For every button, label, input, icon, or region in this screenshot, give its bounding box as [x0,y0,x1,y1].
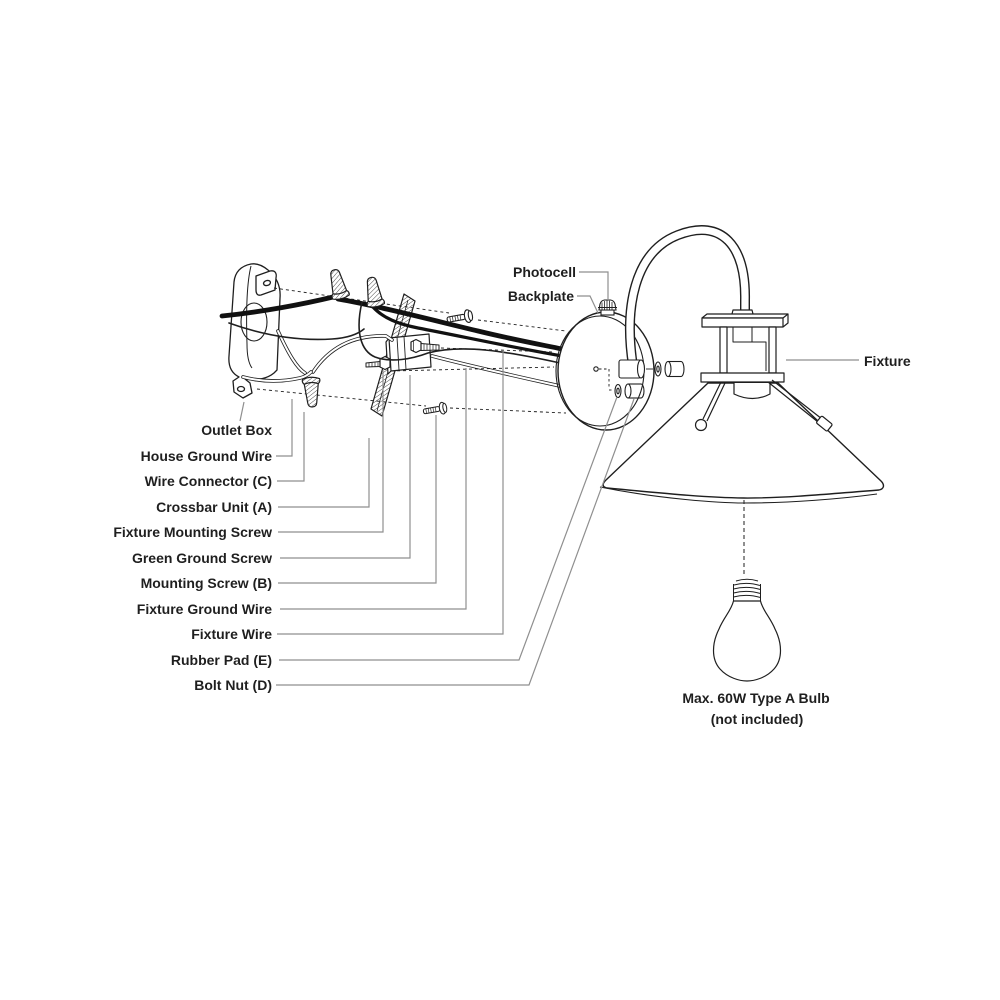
label-photocell: Photocell [512,264,576,280]
label-fixture: Fixture [864,353,911,369]
leader-outlet-box [240,402,244,421]
leader-backplate [577,296,598,313]
label-bulb-note-line1: Max. 60W Type A Bulb [682,690,830,706]
label-fixture-ground-wire: Fixture Ground Wire [136,601,272,617]
leader-house-ground-wire [276,399,292,456]
label-fixture-wire: Fixture Wire [191,626,272,642]
label-bolt-nut-d: Bolt Nut (D) [194,677,272,693]
label-mounting-screw-b: Mounting Screw (B) [140,575,272,591]
label-backplate: Backplate [507,288,574,304]
bulb-drawing [714,500,781,681]
leader-photocell [579,272,608,299]
leader-fixture-mounting-screw [278,370,383,532]
label-rubber-pad-e: Rubber Pad (E) [170,652,272,668]
leader-bolt-nut [276,399,634,685]
bolt-nut-upper [665,362,684,377]
bulb-threads [734,579,761,601]
wire-connector-bottom [302,377,321,408]
label-fixture-mounting-screw: Fixture Mounting Screw [113,524,272,540]
label-bulb-note-line2: (not included) [710,711,804,727]
socket-cup [734,383,770,399]
label-house-ground-wire: House Ground Wire [140,448,272,464]
leader-wire-connector [277,412,304,481]
label-outlet-box: Outlet Box [201,422,272,438]
label-crossbar-unit-a: Crossbar Unit (A) [156,499,272,515]
bulb-globe [714,601,781,681]
photocell-drawing [598,300,617,315]
leader-rubber-pad [279,397,617,660]
screw-hole [594,367,598,371]
label-green-ground-screw: Green Ground Screw [131,550,272,566]
mounting-screw-b-drawing [422,402,447,418]
label-wire-connector-c: Wire Connector (C) [144,473,272,489]
